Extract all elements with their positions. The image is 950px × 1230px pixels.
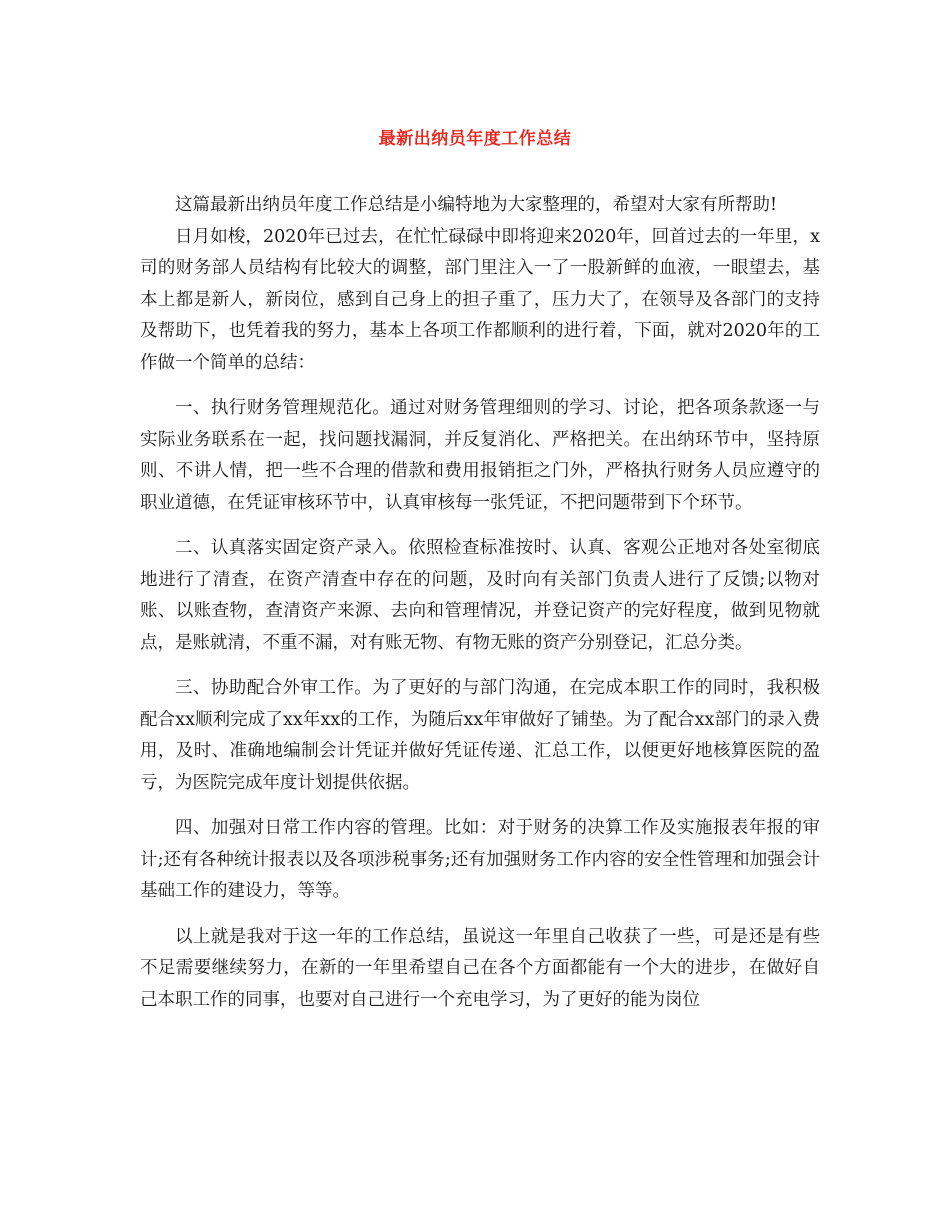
conclusion-paragraph: 以上就是我对于这一年的工作总结，虽说这一年里自己收获了一些，可是还是有些不足需要继续努力，在新的一年里希望自己在各个方面都能有一个大的进步，在做好自己本职工作的同事，也要对自己进行一个充电学习，为了更好的能为岗位 [140, 926, 820, 1010]
section-4-paragraph: 四、加强对日常工作内容的管理。比如：对于财务的决算工作及实施报表年报的审计;还有各种统计报表以及各项涉税事务;还有加强财务工作内容的安全性管理和加强会计基础工作的建设力，等等。 [140, 818, 820, 901]
section-3-paragraph: 三、协助配合外审工作。为了更好的与部门沟通，在完成本职工作的同时，我积极配合xx顺利完成了xx年xx的工作，为随后xx年审做好了铺垫。为了配合xx部门的录入费用，及时、准确地编制会计凭证并做好凭证传递、汇总工作，以便更好地核算医院的盈亏，为医院完成年度计划提供依据。 [140, 678, 820, 793]
section-2-paragraph: 二、认真落实固定资产录入。依照检查标准按时、认真、客观公正地对各处室彻底地进行了清查，在资产清查中存在的问题，及时向有关部门负责人进行了反馈;以物对账、以账查物，查清资产来源、去向和管理情况，并登记资产的完好程度，做到见物就点，是账就清，不重不漏，对有账无物、有物无账的资产分别登记，汇总分类。 [140, 538, 820, 653]
section-1-paragraph: 一、执行财务管理规范化。通过对财务管理细则的学习、讨论，把各项条款逐一与实际业务联系在一起，找问题找漏洞，并反复消化、严格把关。在出纳环节中，坚持原则、不讲人情，把一些不合理的借款和费用报销拒之门外，严格执行财务人员应遵守的职业道德，在凭证审核环节中，认真审核每一张凭证，不把问题带到下个环节。 [140, 398, 820, 513]
overview-paragraph: 日月如梭，2020年已过去，在忙忙碌碌中即将迎来2020年，回首过去的一年里，x司的财务部人员结构有比较大的调整，部门里注入一了一股新鲜的血液，一眼望去，基本上都是新人，新岗位，感到自己身上的担子重了，压力大了，在领导及各部门的支持及帮助下，也凭着我的努力，基本上各项工作都顺利的进行着，下面，就对2020年的工作做一个简单的总结： [140, 226, 820, 373]
document-title: 最新出纳员年度工作总结 [378, 129, 572, 149]
intro-paragraph: 这篇最新出纳员年度工作总结是小编特地为大家整理的，希望对大家有所帮助! [175, 195, 778, 215]
document-body [140, 190, 820, 1016]
